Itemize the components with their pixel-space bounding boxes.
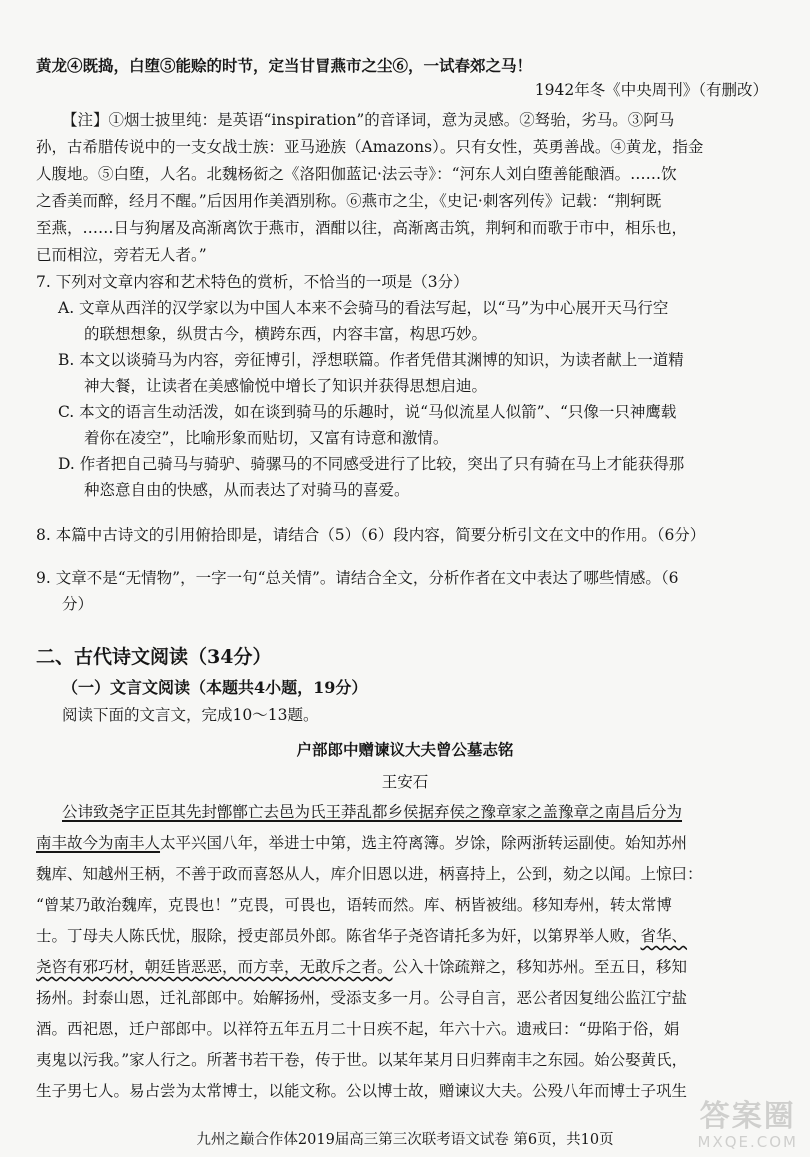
question-9-stem: 9. 文章不是“无情物”，一字一句“总关情”。请结合全文，分析作者在文中表达了哪些情感。（6 (36, 569, 679, 587)
poem-tail: 黄龙④既捣，白堕⑤能赊的时节，定当甘冒燕市之尘⑥，一试春郊之马！ (36, 56, 533, 75)
page-footer: 九州之巅合作体2019届高三第三次联考语文试卷 第6页，共10页 (196, 1132, 614, 1148)
option-d-cont: 种恣意自由的快感，从而表达了对骑马的喜爱。 (84, 481, 410, 499)
wavy-underlined-phrase: 尧咨有邪巧材，朝廷皆恶恶，而方幸，无敢斥之者。 (36, 958, 393, 976)
passage-line: “曾某乃敢治魏库，克畏也！”克畏，可畏也，语转而然。库、柄皆被绌。移知寿州，转太常博 (36, 896, 672, 914)
note-line: 之香美而醉，经月不醒。”后因用作美酒别称。⑥燕市之尘，《史记·刺客列传》记载：“荆轲既 (36, 192, 662, 210)
site-watermark (698, 1101, 799, 1151)
watermark-logo-text: 答案圈 (699, 1099, 796, 1134)
passage-line: 夷鬼以污我。”家人行之。所著书若干卷，传于世。以某年某月日归葬南丰之东园。始公娶黄氏， (36, 1051, 688, 1069)
option-b: B. 本文以谈骑马为内容，旁征博引，浮想联篇。作者凭借其渊博的知识，为读者献上一道精 (58, 351, 684, 369)
passage-line (36, 957, 687, 977)
option-d: D. 作者把自己骑马与骑驴、骑骡马的不同感受进行了比较，突出了只有骑在马上才能获得那 (58, 455, 685, 473)
passage-text: 公入十馀疏辩之，移知苏州。至五日，移知 (392, 958, 688, 976)
option-c: C. 本文的语言生动活泼，如在谈到骑马的乐趣时，说“马似流星人似箭”、“只像一只神鹰载 (58, 403, 677, 421)
note-line: 已而相泣，旁若无人者。” (36, 246, 207, 264)
passage-text: 士。丁母夫人陈氏忧，服除，授吏部员外郎。陈省华子尧咨请托多为奸，以第界举人败， (36, 927, 641, 945)
passage-line (36, 926, 687, 946)
passage-author: 王安石 (381, 773, 429, 791)
note-line: 至燕，……日与狗屠及高渐离饮于燕市，酒酣以往，高渐离击筑，荆轲和而歌于市中，相乐也， (36, 219, 688, 237)
question-9-cont: 分） (62, 595, 94, 613)
note-line: 人腹地。⑤白堕，人名。北魏杨衒之《洛阳伽蓝记·法云寺》：“河东人刘白堕善能酿酒。……饮 (36, 165, 677, 183)
option-a: A. 文章从西洋的汉学家以为中国人本来不会骑马的看法写起，以“马”为中心展开天马行空 (58, 299, 669, 317)
source-citation: 1942年冬《中央周刊》（有删改） (534, 81, 768, 99)
subsection-heading: （一）文言文阅读（本题共4小题，19分） (62, 678, 368, 697)
passage-title: 户部郎中赠谏议大夫曾公墓志铭 (296, 740, 514, 759)
passage-text: 太平兴国八年，举进士中第，选主符离簿。岁馀，除两浙转运副使。始知苏州 (160, 834, 688, 852)
passage-line: 扬州。封泰山恩，迁礼部郎中。始解扬州，受添支多一月。公寻自言，恶公者因复绌公监江宁盐 (36, 989, 688, 1007)
passage-line: 魏库、知越州王柄，不善于政而喜怒从人，库介旧恩以进，柄喜持上，公到，劾之以闻。上惊曰： (36, 865, 703, 883)
question-8: 8. 本篇中古诗文的引用俯拾即是，请结合（5）（6）段内容，简要分析引文在文中的作用。（6分） (36, 526, 706, 544)
passage-line: 酒。西祀恩，迁户部郎中。以祥符五年五月二十日疾不起，年六十六。遗戒曰：“毋陷于俗，娟 (36, 1020, 680, 1038)
question-7-stem: 7. 下列对文章内容和艺术特色的赏析，不恰当的一项是（3分） (36, 273, 469, 291)
option-c-cont: 着你在凌空”，比喻形象而贴切，又富有诗意和激情。 (84, 429, 449, 447)
option-b-cont: 神大餐，让读者在美感愉悦中增长了知识并获得思想启迪。 (84, 377, 488, 395)
option-a-cont: 的联想想象，纵贯古今，横跨东西，内容丰富，构思巧妙。 (84, 325, 488, 343)
note-line: 孙，古希腊传说中的一支女战士族：亚马逊族（Amazons）。只有女性，英勇善战。④黄龙，指金 (36, 138, 704, 156)
note-line: 【注】①烟士披里纯：是英语“inspiration”的音译词，意为灵感。②驽骀，劣马。③阿马 (62, 111, 675, 129)
watermark-url: MXQE.COM (697, 1133, 798, 1151)
passage-line: 公讳致尧字正臣其先封鄫鄫亡去邑为氏王莽乱都乡侯据弃侯之豫章家之盖豫章之南昌后分为 (62, 803, 683, 821)
underlined-phrase: 南丰故今为南丰人 (36, 834, 161, 852)
section-heading: 二、古代诗文阅读（34分） (36, 646, 272, 668)
passage-line: 生子男七人。易占尝为太常博士，以能文称。公以博士故，赠谏议大夫。公殁八年而博士子巩生 (36, 1082, 688, 1100)
wavy-underlined-phrase: 省华、 (640, 927, 688, 945)
reading-instruction: 阅读下面的文言文，完成10～13题。 (62, 706, 319, 724)
passage-line (36, 833, 687, 853)
